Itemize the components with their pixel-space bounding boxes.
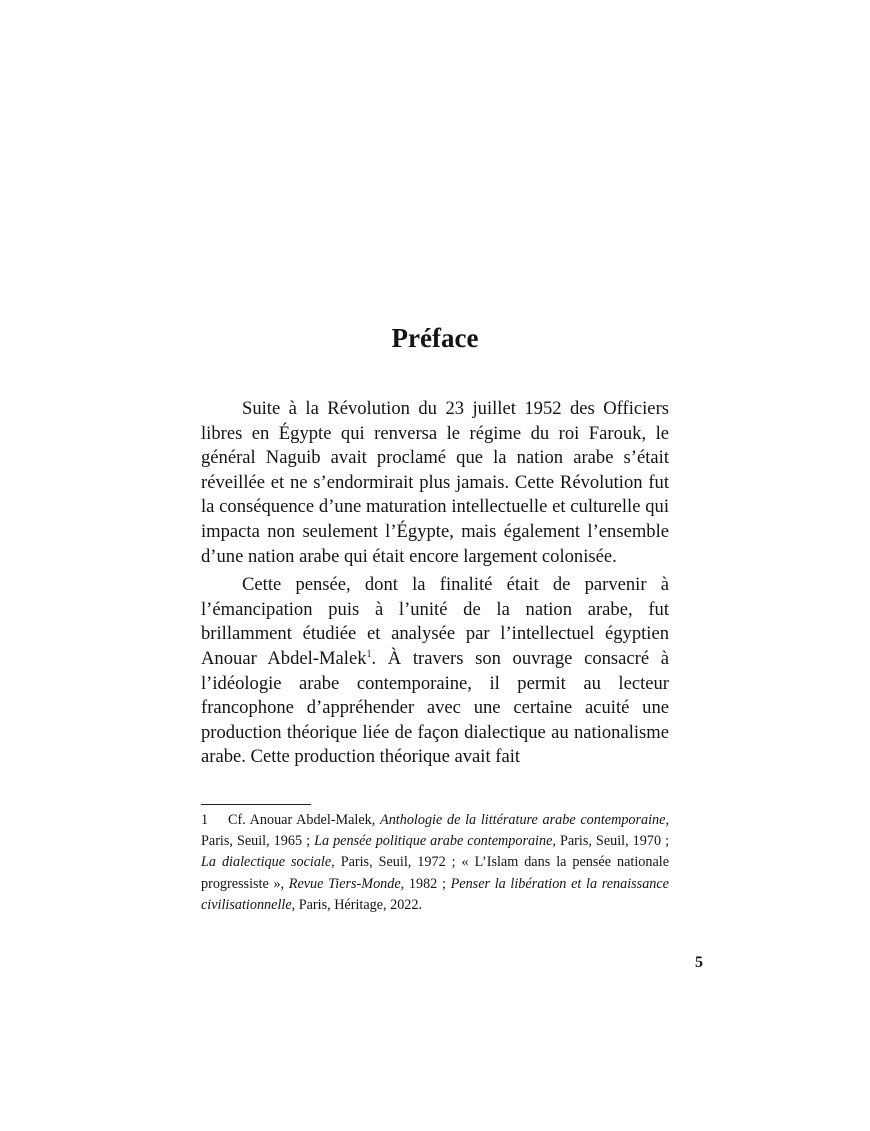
footnote-reference: 1: [366, 648, 372, 660]
footnote-text: , Paris, Seuil, 1970 ;: [552, 833, 670, 850]
paragraph-1: Suite à la Révolution du 23 juillet 1952 des Officiers libres en Égypte qui renversa le régime du roi Farouk, le général Naguib avait proclamé que la nation arabe s’était réveillée et ne s’endormirait plus jamais. Cette Révolution fut la conséquence d’une maturation intellectuelle et culturelle qui impacta non seulement l’Égypte, mais également l’ensemble d’une nation arabe qui était encore largement colonisée.: [201, 398, 669, 567]
footnote-number: 1: [201, 812, 209, 828]
paragraph-2-text: Cette pensée, dont la finalité était de parvenir à l’émancipation puis à l’unité de la nation arabe, fut brillamment étudiée et analysée par l’intellectuel égyptien Anouar Abdel-Malek: [201, 574, 669, 669]
chapter-title: Préface: [391, 323, 479, 353]
footnote-title-dialectique: La dialectique sociale: [201, 854, 332, 871]
paragraph-2-text-cont: . À travers son ouvrage consacré à l’idéologie arabe contemporaine, il permit au lecteur francophone d’appréhender avec une certaine acuité une production théorique liée de façon dialectique au nationalisme arabe. Cette production théorique avait fait: [201, 647, 669, 768]
footnote-text: Paris, Seuil, 1965 ;: [201, 833, 315, 850]
footnote-text: , Paris, Héritage, 2022.: [291, 896, 423, 913]
body-text: [201, 397, 669, 774]
footnote-title-revue: Revue Tiers-Monde: [288, 875, 401, 892]
footnote-title-penser: Penser la libération et la renaissance civilisationnelle: [201, 875, 669, 913]
footnote-title-pensee-politique: La pensée politique arabe contemporaine: [314, 833, 553, 850]
footnote-text: , Paris, Seuil, 1972 ; « L’Islam dans la pensée nationale progressiste »,: [201, 854, 669, 892]
footnote-text: , 1982 ;: [400, 875, 451, 892]
page-number: 5: [695, 954, 703, 971]
paragraph-2: [201, 573, 669, 770]
footnote-title-anthologie: Anthologie de la littérature arabe contemporaine,: [380, 812, 669, 828]
footnote-separator: [201, 804, 311, 805]
footnote-text: Cf. Anouar Abdel-Malek,: [228, 812, 381, 828]
footnote: [201, 810, 669, 916]
